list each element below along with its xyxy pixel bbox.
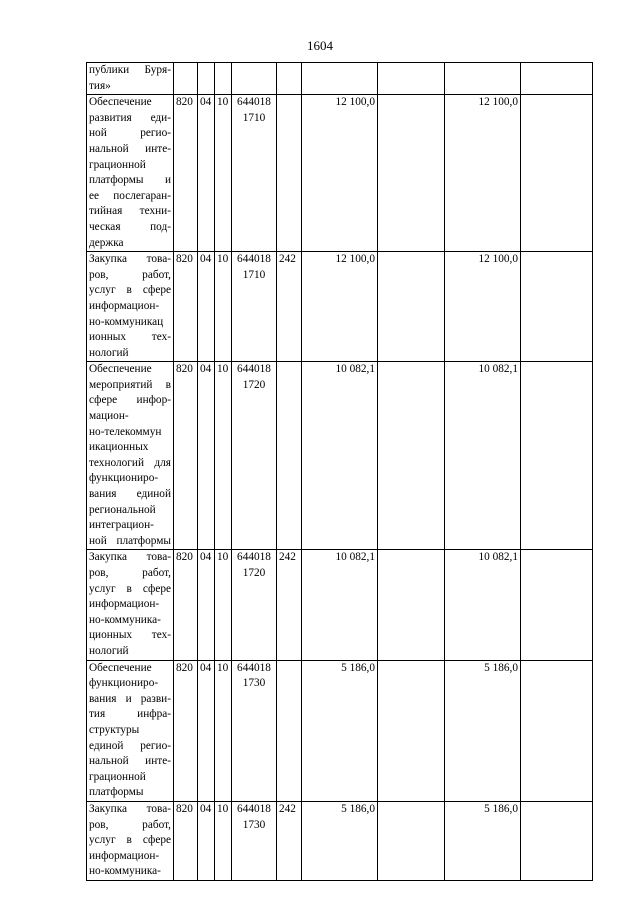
- row-name-line: но-телекоммун: [89, 425, 162, 438]
- row-name-line: платформы и: [89, 174, 171, 187]
- amount-cell-3: 5 186,0: [445, 801, 521, 880]
- csr-cell: [232, 660, 277, 801]
- vr-cell: [277, 95, 302, 252]
- row-name-line: Обеспечение: [89, 661, 152, 674]
- row-name-line: услуг в сфере: [89, 284, 171, 297]
- table-row: [87, 63, 593, 95]
- row-name-line: ной регио-: [89, 127, 171, 140]
- csr-line: 1730: [242, 677, 266, 690]
- row-name-line: информацион-: [89, 849, 160, 862]
- row-name-line: сфере инфор-: [89, 394, 171, 407]
- row-name-line: технологий для: [89, 456, 171, 469]
- amount-cell-1: [302, 63, 378, 95]
- row-name-line: вания единой: [89, 488, 171, 501]
- row-name-line: развития еди-: [89, 111, 171, 124]
- csr-cell: [232, 801, 277, 880]
- row-name-line: ров, работ,: [89, 818, 171, 831]
- table-row: [87, 801, 593, 880]
- csr-cell: [232, 252, 277, 362]
- table-row: [87, 95, 593, 252]
- vr-cell: [277, 362, 302, 550]
- gr-cell: 820: [174, 550, 198, 660]
- row-name-line: услуг в сфере: [89, 582, 171, 595]
- csr-line: 644018: [237, 96, 271, 109]
- row-name-line: информацион-: [89, 299, 160, 312]
- csr-line: 644018: [237, 661, 271, 674]
- row-name-line: Закупка това-: [89, 802, 171, 815]
- row-name-cell: [87, 252, 174, 362]
- row-name-line: нальной инте-: [89, 142, 171, 155]
- row-name-line: но-коммуника-: [89, 613, 161, 626]
- row-name-line: но-коммуника-: [89, 865, 161, 878]
- pr-cell: 10: [215, 95, 232, 252]
- vr-cell: 242: [277, 550, 302, 660]
- table-row: [87, 660, 593, 801]
- row-name-line: функциониро-: [89, 472, 159, 485]
- row-name-line: грационной: [89, 158, 146, 171]
- row-name-line: ной платформы: [89, 534, 171, 547]
- vr-cell: [277, 63, 302, 95]
- row-name-line: нологий: [89, 346, 129, 359]
- pr-cell: [215, 63, 232, 95]
- amount-cell-2: [378, 660, 445, 801]
- gr-cell: 820: [174, 95, 198, 252]
- rz-cell: 04: [198, 550, 215, 660]
- amount-cell-1: 12 100,0: [302, 95, 378, 252]
- row-name-line: нологий: [89, 644, 129, 657]
- amount-cell-2: [378, 801, 445, 880]
- row-name-line: тия»: [89, 79, 111, 92]
- row-name-line: ров, работ,: [89, 567, 171, 579]
- gr-cell: 820: [174, 660, 198, 801]
- row-name-line: единой регио-: [89, 739, 171, 752]
- amount-cell-2: [378, 95, 445, 252]
- row-name-line: интеграцион-: [89, 519, 154, 532]
- csr-line: 1720: [242, 378, 266, 391]
- table-row: [87, 252, 593, 362]
- row-name-line: региональной: [89, 503, 156, 516]
- row-name-line: мацион-: [89, 410, 129, 423]
- row-name-line: функциониро-: [89, 677, 159, 690]
- row-name-cell: [87, 362, 174, 550]
- row-name-cell: [87, 801, 174, 880]
- rz-cell: 04: [198, 801, 215, 880]
- row-name-line: платформы: [89, 786, 144, 799]
- rz-cell: 04: [198, 252, 215, 362]
- amount-cell-1: 5 186,0: [302, 660, 378, 801]
- row-name-line: ее послегаран-: [89, 189, 171, 202]
- pr-cell: 10: [215, 362, 232, 550]
- row-name-line: тийная техни-: [89, 205, 171, 218]
- row-name-line: ционных тех-: [89, 629, 171, 642]
- gr-cell: [174, 63, 198, 95]
- amount-cell-1: 10 082,1: [302, 550, 378, 660]
- row-name-line: публики Буря-: [89, 64, 171, 76]
- row-name-line: Обеспечение: [89, 363, 152, 376]
- row-name-line: Закупка това-: [89, 551, 171, 564]
- csr-cell: [232, 362, 277, 550]
- budget-table: [86, 62, 593, 881]
- row-name-line: ров, работ,: [89, 268, 171, 281]
- amount-cell-1: 5 186,0: [302, 801, 378, 880]
- amount-cell-3: 12 100,0: [445, 95, 521, 252]
- csr-cell: [232, 95, 277, 252]
- row-name-line: грационной: [89, 770, 146, 783]
- amount-cell-4: [521, 801, 593, 880]
- rz-cell: 04: [198, 660, 215, 801]
- table-row: [87, 362, 593, 550]
- rz-cell: [198, 63, 215, 95]
- gr-cell: 820: [174, 252, 198, 362]
- row-name-line: вания и разви-: [89, 692, 171, 705]
- amount-cell-3: 10 082,1: [445, 550, 521, 660]
- amount-cell-4: [521, 550, 593, 660]
- csr-line: 644018: [237, 363, 271, 376]
- amount-cell-1: 10 082,1: [302, 362, 378, 550]
- vr-cell: 242: [277, 252, 302, 362]
- gr-cell: 820: [174, 801, 198, 880]
- amount-cell-2: [378, 252, 445, 362]
- row-name-cell: [87, 95, 174, 252]
- csr-line: 644018: [237, 253, 271, 266]
- csr-line: 1730: [242, 818, 266, 831]
- amount-cell-3: [445, 63, 521, 95]
- page-number: 1604: [307, 38, 333, 53]
- pr-cell: 10: [215, 252, 232, 362]
- csr-line: 1720: [242, 567, 266, 579]
- pr-cell: 10: [215, 550, 232, 660]
- amount-cell-2: [378, 550, 445, 660]
- amount-cell-4: [521, 95, 593, 252]
- amount-cell-4: [521, 362, 593, 550]
- row-name-line: но-коммуникац: [89, 315, 164, 328]
- csr-line: 1710: [242, 111, 266, 124]
- csr-line: 644018: [237, 802, 271, 815]
- amount-cell-2: [378, 362, 445, 550]
- row-name-line: ионных тех-: [89, 331, 171, 344]
- row-name-cell: [87, 660, 174, 801]
- csr-line: 644018: [237, 551, 271, 564]
- row-name-line: ческая под-: [89, 220, 171, 233]
- amount-cell-3: 12 100,0: [445, 252, 521, 362]
- csr-line: 1710: [242, 268, 266, 281]
- pr-cell: 10: [215, 801, 232, 880]
- gr-cell: 820: [174, 362, 198, 550]
- row-name-line: мероприятий в: [89, 378, 171, 391]
- row-name-cell: [87, 550, 174, 660]
- pr-cell: 10: [215, 660, 232, 801]
- row-name-cell: [87, 63, 174, 95]
- rz-cell: 04: [198, 95, 215, 252]
- row-name-line: Обеспечение: [89, 96, 152, 109]
- row-name-line: услуг в сфере: [89, 834, 171, 847]
- csr-cell: [232, 550, 277, 660]
- row-name-line: нальной инте-: [89, 755, 171, 768]
- row-name-line: информацион-: [89, 598, 160, 611]
- amount-cell-4: [521, 252, 593, 362]
- row-name-line: держка: [89, 236, 124, 249]
- amount-cell-1: 12 100,0: [302, 252, 378, 362]
- amount-cell-2: [378, 63, 445, 95]
- amount-cell-3: 10 082,1: [445, 362, 521, 550]
- row-name-line: икационных: [89, 441, 149, 454]
- rz-cell: 04: [198, 362, 215, 550]
- row-name-line: тия инфра-: [89, 708, 171, 721]
- row-name-line: структуры: [89, 723, 140, 736]
- amount-cell-4: [521, 63, 593, 95]
- vr-cell: 242: [277, 801, 302, 880]
- table-row: [87, 550, 593, 660]
- csr-cell: [232, 63, 277, 95]
- amount-cell-3: 5 186,0: [445, 660, 521, 801]
- amount-cell-4: [521, 660, 593, 801]
- vr-cell: [277, 660, 302, 801]
- row-name-line: Закупка това-: [89, 253, 171, 266]
- table-body: [87, 63, 593, 881]
